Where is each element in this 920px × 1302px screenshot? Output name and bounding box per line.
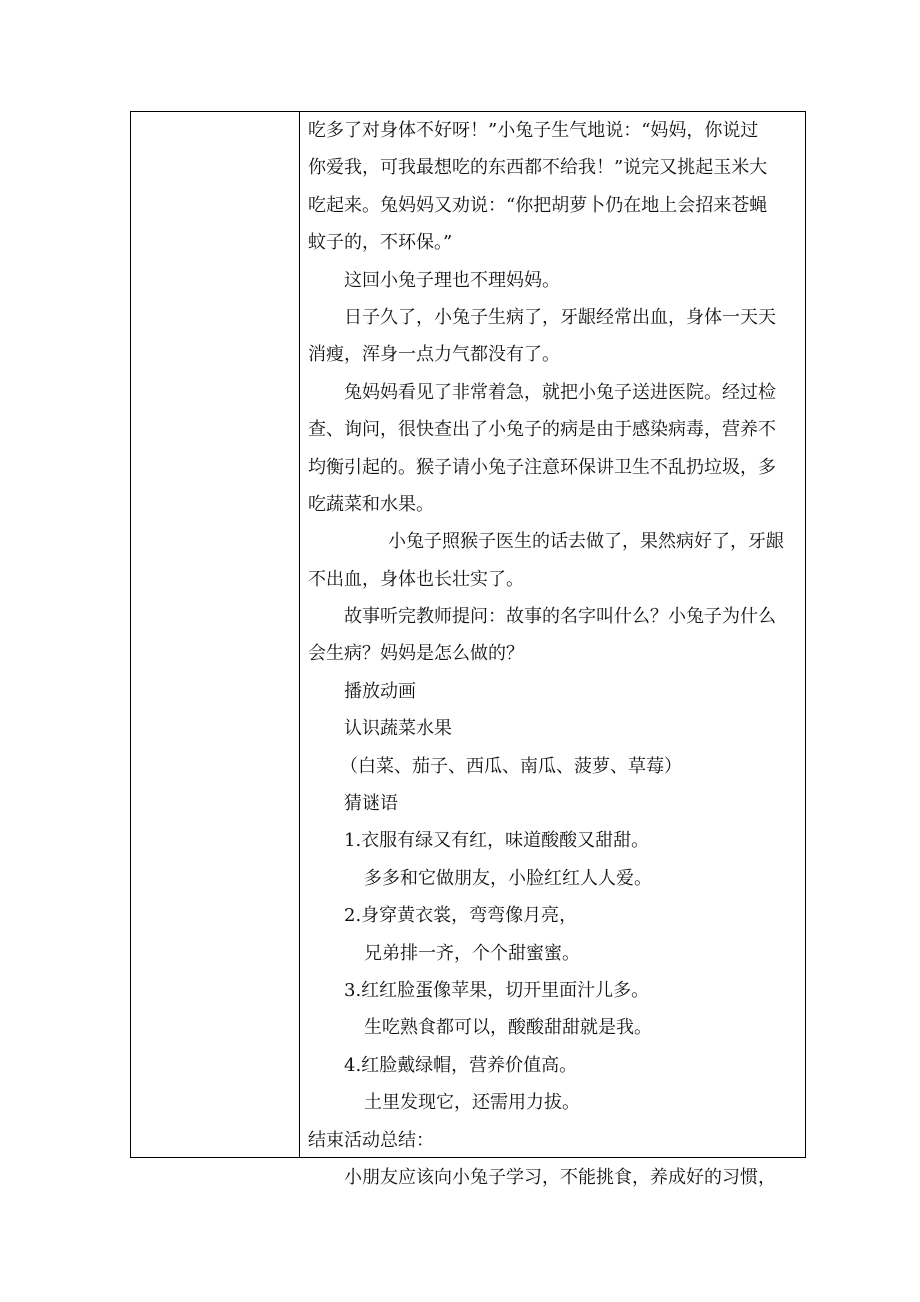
riddle-line: 多多和它做朋友，小脸红红人人爱。 [364, 867, 652, 889]
riddle-line: 1.衣服有绿又有红，味道酸酸又甜甜。 [344, 830, 650, 852]
story-line: 均衡引起的。猴子请小兔子注意环保讲卫生不乱扔垃圾，多 [308, 456, 776, 478]
story-line: 兔妈妈看见了非常着急，就把小兔子送进医院。经过检 [344, 381, 776, 403]
summary-heading: 结束活动总结： [308, 1129, 434, 1151]
story-line: 你爱我，可我最想吃的东西都不给我！”说完又挑起玉米大 [308, 157, 768, 179]
story-line: 吃起来。兔妈妈又劝说：“你把胡萝卜仍在地上会招来苍蝇 [308, 194, 768, 216]
teacher-question-line: 会生病？妈妈是怎么做的？ [308, 643, 524, 665]
table-right-column [300, 112, 805, 1188]
activity-step: 猜谜语 [344, 793, 398, 815]
activity-step: 播放动画 [344, 680, 416, 702]
riddle-line: 2.身穿黄衣裳，弯弯像月亮， [344, 905, 578, 927]
story-line: 小兔子照猴子医生的话去做了，果然病好了，牙龈 [388, 531, 784, 553]
teacher-question-line: 故事听完教师提问：故事的名字叫什么？小兔子为什么 [344, 606, 776, 628]
story-line: 查、询问，很快查出了小兔子的病是由于感染病毒，营养不 [308, 419, 776, 441]
story-line: 这回小兔子理也不理妈妈。 [344, 269, 560, 291]
summary-line: 小朋友应该向小兔子学习，不能挑食，养成好的习惯， [344, 1166, 776, 1188]
activity-step: 认识蔬菜水果 [344, 718, 452, 740]
vegetable-fruit-list: （白菜、茄子、西瓜、南瓜、菠萝、草莓） [340, 755, 682, 777]
story-line: 吃蔬菜和水果。 [308, 493, 434, 515]
riddle-line: 3.红红脸蛋像苹果，切开里面汁儿多。 [344, 979, 650, 1001]
table-left-column [131, 112, 300, 1157]
story-line: 吃多了对身体不好呀！”小兔子生气地说：“妈妈，你说过 [308, 120, 759, 141]
story-line: 日子久了，小兔子生病了，牙龈经常出血，身体一天天 [344, 306, 776, 328]
riddle-line: 生吃熟食都可以，酸酸甜甜就是我。 [364, 1017, 652, 1039]
story-line: 消瘦，浑身一点力气都没有了。 [308, 344, 560, 366]
riddle-line: 4.红脸戴绿帽，营养价值高。 [344, 1054, 578, 1076]
story-line: 不出血，身体也长壮实了。 [308, 568, 524, 590]
lesson-plan-table [130, 111, 806, 1188]
riddle-line: 土里发现它，还需用力拔。 [364, 1092, 580, 1114]
riddle-line: 兄弟排一齐，个个甜蜜蜜。 [364, 942, 580, 964]
story-line: 蚊子的，不环保。” [308, 232, 453, 254]
